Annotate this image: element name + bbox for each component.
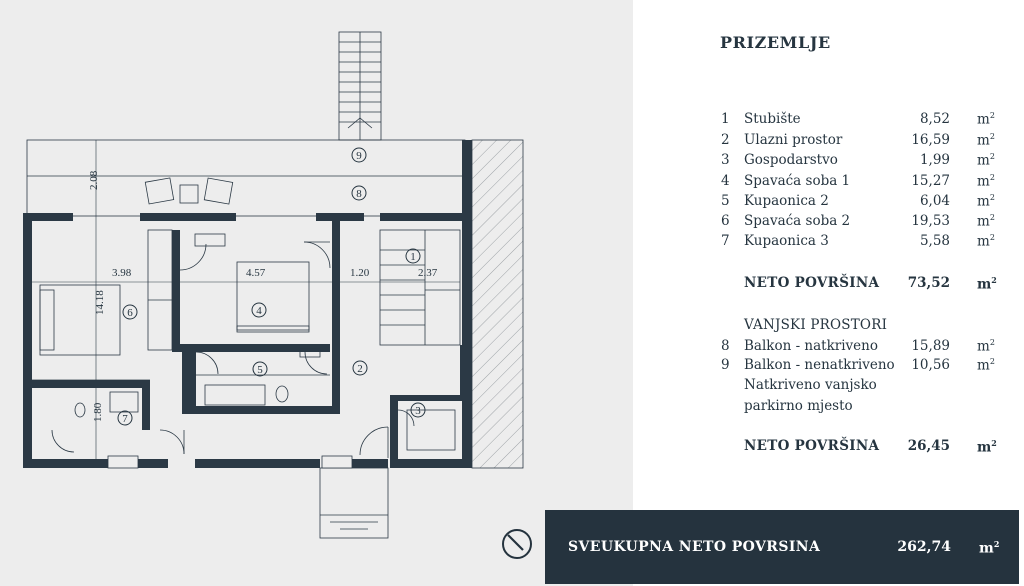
net-interior-label: NETO POVRŠINA bbox=[744, 275, 880, 291]
total-area: 262,74 bbox=[897, 539, 951, 555]
net-outdoor-row bbox=[633, 438, 1024, 458]
total-bar bbox=[545, 510, 1019, 584]
dim-balcony-depth: 2.08 bbox=[88, 170, 100, 190]
compass-icon bbox=[500, 527, 534, 561]
outdoor-row bbox=[633, 338, 1024, 358]
outdoor-number: 8 bbox=[721, 338, 730, 354]
room-area: 15,27 bbox=[911, 173, 950, 189]
room-marker-5 bbox=[253, 362, 267, 376]
outdoor-area: 10,56 bbox=[911, 357, 950, 373]
dim-room6-width: 3.98 bbox=[112, 267, 132, 279]
outdoor-unit: $m^2$ bbox=[977, 338, 995, 355]
room-unit: $m^2$ bbox=[977, 152, 995, 169]
room-marker-7 bbox=[118, 411, 132, 425]
room-row bbox=[633, 233, 1024, 253]
svg-text:5: 5 bbox=[257, 364, 263, 376]
outdoor-number: 9 bbox=[721, 357, 730, 373]
room-area: 5,58 bbox=[919, 233, 950, 249]
exterior-stair-bottom bbox=[108, 456, 388, 538]
room-number: 7 bbox=[721, 233, 730, 249]
room-number: 5 bbox=[721, 193, 730, 209]
room-name: Kupaonica 2 bbox=[744, 193, 829, 209]
floor-title: PRIZEMLJE bbox=[720, 33, 831, 52]
total-unit: $m^2$ bbox=[979, 539, 1000, 557]
room-marker-4 bbox=[252, 303, 266, 317]
room-name: Gospodarstvo bbox=[744, 152, 838, 168]
room-name: Spavaća soba 2 bbox=[744, 213, 851, 229]
room-area: 8,52 bbox=[919, 111, 950, 127]
svg-text:1: 1 bbox=[410, 251, 416, 263]
room-unit: $m^2$ bbox=[977, 213, 995, 230]
net-interior-unit: $m^2$ bbox=[977, 275, 997, 293]
room-number: 1 bbox=[721, 111, 730, 127]
svg-text:4: 4 bbox=[256, 305, 262, 317]
svg-text:9: 9 bbox=[356, 150, 362, 162]
outdoor-row bbox=[633, 357, 1024, 377]
room-row bbox=[633, 132, 1024, 152]
room-row bbox=[633, 111, 1024, 131]
room-marker-1 bbox=[406, 249, 420, 263]
outdoor-name: Natkriveno vanjsko bbox=[744, 377, 877, 393]
svg-text:6: 6 bbox=[127, 307, 133, 319]
room-name: Stubište bbox=[744, 111, 801, 127]
room-unit: $m^2$ bbox=[977, 132, 995, 149]
room-row bbox=[633, 193, 1024, 213]
area-table-panel bbox=[633, 0, 1024, 586]
balcony-furniture bbox=[145, 178, 232, 204]
room-area: 6,04 bbox=[919, 193, 950, 209]
dim-hall-width: 1.20 bbox=[350, 267, 370, 279]
outdoor-section-label: VANJSKI PROSTORI bbox=[744, 317, 888, 333]
total-label: SVEUKUPNA NETO POVRSINA bbox=[568, 539, 821, 555]
room-name: Spavaća soba 1 bbox=[744, 173, 851, 189]
exterior-stair-top bbox=[339, 32, 381, 140]
outdoor-row bbox=[633, 398, 1024, 418]
outdoor-name: parkirno mjesto bbox=[744, 398, 853, 414]
room-unit: $m^2$ bbox=[977, 193, 995, 210]
dim-room7-depth: 1.80 bbox=[92, 402, 104, 422]
room-row bbox=[633, 173, 1024, 193]
room-marker-6 bbox=[123, 305, 137, 319]
room-number: 3 bbox=[721, 152, 730, 168]
outdoor-name: Balkon - natkriveno bbox=[744, 338, 878, 354]
net-outdoor-unit: $m^2$ bbox=[977, 438, 997, 456]
room-marker-8 bbox=[352, 186, 366, 200]
parking-hatch bbox=[472, 140, 523, 468]
room-name: Ulazni prostor bbox=[744, 132, 843, 148]
outdoor-area: 15,89 bbox=[911, 338, 950, 354]
dim-room4-width: 4.57 bbox=[246, 267, 266, 279]
room-unit: $m^2$ bbox=[977, 111, 995, 128]
dim-room6-depth: 14.18 bbox=[94, 290, 106, 315]
dim-stair-width: 2.37 bbox=[418, 267, 438, 279]
room-row bbox=[633, 152, 1024, 172]
net-interior-area: 73,52 bbox=[907, 275, 950, 291]
outdoor-row bbox=[633, 377, 1024, 397]
outdoor-unit: $m^2$ bbox=[977, 357, 995, 374]
room-markers bbox=[118, 148, 425, 425]
room-name: Kupaonica 3 bbox=[744, 233, 829, 249]
room-unit: $m^2$ bbox=[977, 233, 995, 250]
room-number: 4 bbox=[721, 173, 730, 189]
svg-text:8: 8 bbox=[356, 188, 362, 200]
net-interior-row bbox=[633, 275, 1024, 295]
room-area: 16,59 bbox=[911, 132, 950, 148]
room-row bbox=[633, 213, 1024, 233]
room-marker-2 bbox=[353, 361, 367, 375]
svg-text:3: 3 bbox=[415, 405, 421, 417]
svg-text:2: 2 bbox=[357, 363, 363, 375]
room-number: 2 bbox=[721, 132, 730, 148]
room-unit: $m^2$ bbox=[977, 173, 995, 190]
net-outdoor-area: 26,45 bbox=[907, 438, 950, 454]
room-number: 6 bbox=[721, 213, 730, 229]
room-area: 1,99 bbox=[919, 152, 950, 168]
net-outdoor-label: NETO POVRŠINA bbox=[744, 438, 880, 454]
room-area: 19,53 bbox=[911, 213, 950, 229]
outdoor-name: Balkon - nenatkriveno bbox=[744, 357, 895, 373]
room-marker-9 bbox=[352, 148, 366, 162]
svg-text:7: 7 bbox=[122, 413, 128, 425]
